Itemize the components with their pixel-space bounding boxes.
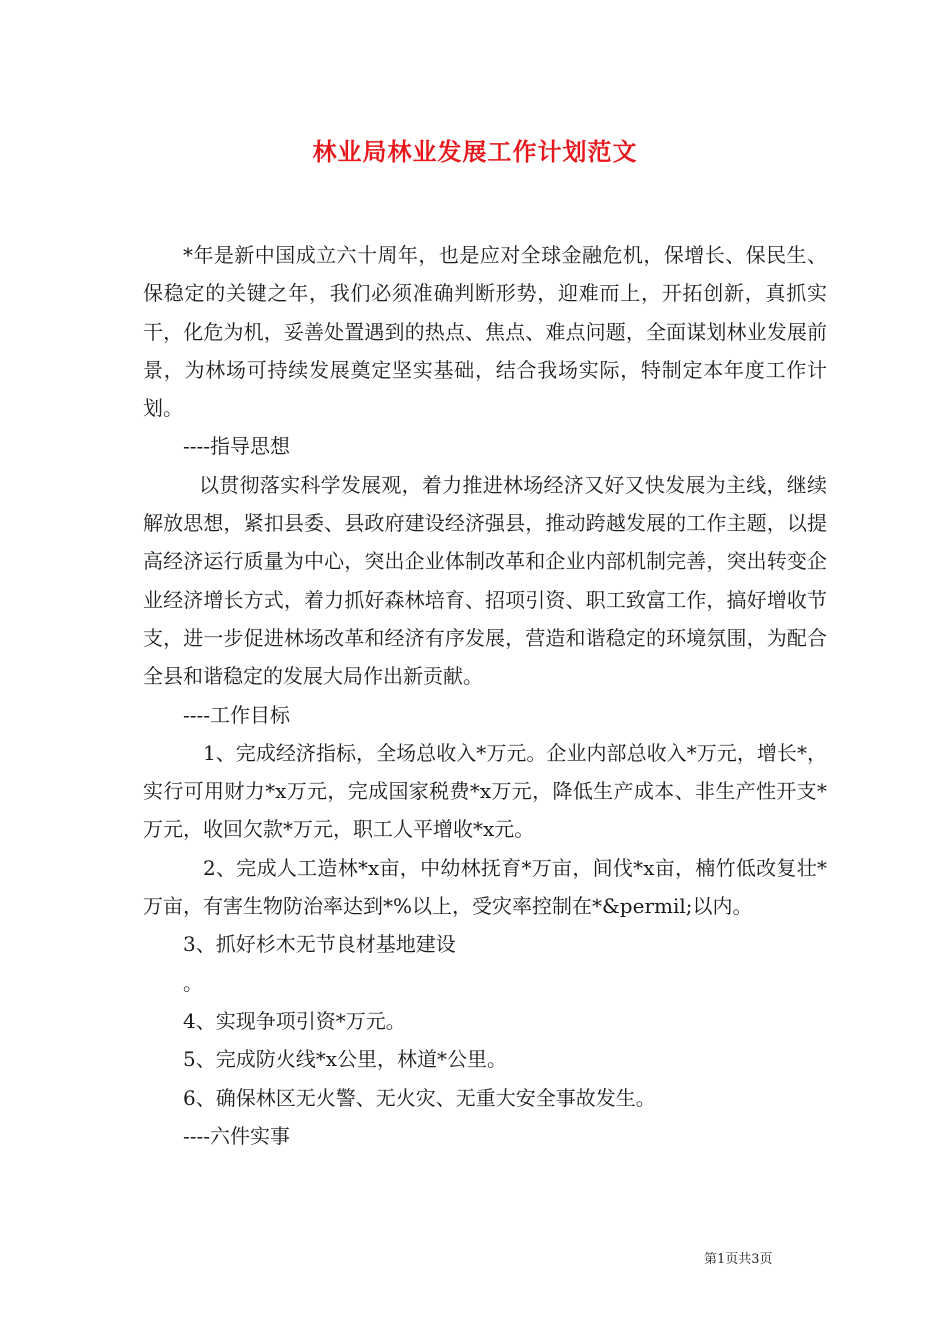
goal-item-4: 4、实现争项引资*万元。 — [183, 1008, 406, 1033]
document-title: 林业局林业发展工作计划范文 — [312, 138, 638, 166]
goal-item-1: 1、完成经济指标，全场总收入*万元。企业内部总收入*万元，增长*，实行可用财力*x万元，完成国家税费*x万元，降低生产成本、非生产性开支*万元，收回欠款*万元，职工人平增收*x元。 — [143, 740, 827, 842]
heading-work-goals: ----工作目标 — [183, 702, 291, 727]
paragraph-intro: *年是新中国成立六十周年，也是应对全球金融危机，保增长、保民生、保稳定的关键之年，我们必须准确判断形势，迎难而上，开拓创新，真抓实干，化危为机，妥善处置遇到的热点、焦点、难点问题，全面谋划林业发展前景，为林场可持续发展奠定坚实基础，结合我场实际，特制定本年度工作计划。 — [143, 243, 827, 421]
goal-item-2: 2、完成人工造林*x亩，中幼林抚育*万亩，间伐*x亩，楠竹低改复壮*万亩，有害生物防治率达到*%以上，受灾率控制在*&permil;以内。 — [143, 855, 827, 919]
page-number: 第1页共3页 — [704, 1252, 773, 1267]
goal-item-3-period: 。 — [183, 970, 203, 995]
document-body — [143, 236, 827, 1155]
heading-six-tasks: ----六件实事 — [183, 1123, 291, 1148]
paragraph-guiding-thought: 以贯彻落实科学发展观，着力推进林场经济又好又快发展为主线，继续解放思想，紧扣县委、县政府建设经济强县，推动跨越发展的工作主题，以提高经济运行质量为中心，突出企业体制改革和企业内部机制完善，突出转变企业经济增长方式，着力抓好森林培育、招项引资、职工致富工作，搞好增收节支，进一步促进林场改革和经济有序发展，营造和谐稳定的环境氛围，为配合全县和谐稳定的发展大局作出新贡献。 — [143, 472, 827, 689]
heading-guiding-thought: ----指导思想 — [183, 434, 291, 459]
goal-item-3: 3、抓好杉木无节良材基地建设 — [183, 932, 456, 957]
goal-item-6: 6、确保林区无火警、无火灾、无重大安全事故发生。 — [183, 1085, 656, 1110]
goal-item-5: 5、完成防火线*x公里，林道*公里。 — [183, 1047, 508, 1072]
